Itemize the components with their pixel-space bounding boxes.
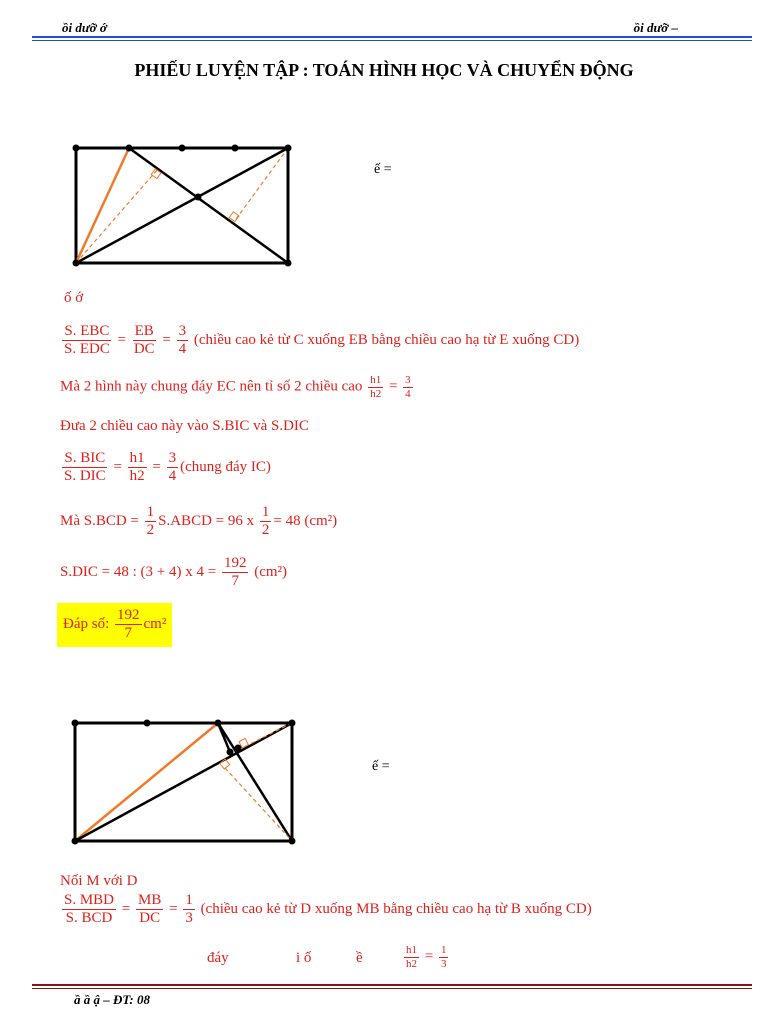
fraction: $\frac{h1}{h2}$	[129, 450, 145, 485]
footer-rule-thin	[32, 988, 752, 989]
figure-1-rectangle-diagram	[60, 135, 310, 280]
footer-text: ầ ầ ậ – ĐT: 08	[74, 992, 150, 1007]
header-left: ồi dưỡ ớ	[62, 20, 107, 35]
problem1-line3: Đưa 2 chiều cao này vào S.BIC và S.DIC	[60, 418, 309, 434]
problem2-line3-w2: i ố	[296, 950, 312, 966]
fraction: $\frac{1}{3}$	[185, 892, 193, 927]
fraction: $\frac{1}{3}$	[440, 944, 447, 970]
footer-rule-thick	[32, 984, 752, 986]
fraction: $\frac{\text{S. MBD}}{\text{S. BCD}}$	[64, 892, 115, 927]
header-rule-thick	[32, 36, 752, 38]
page-title: PHIẾU LUYỆN TẬP : TOÁN HÌNH HỌC VÀ CHUYỂN ĐỘNG	[134, 60, 634, 80]
fraction: $\frac{3}{4}$	[168, 450, 177, 485]
problem1-line6: S.DIC = 48 : (3 + 4) x 4 = $\frac{192}{7}$ (cm²)	[60, 555, 288, 590]
problem1-side-text: ế =	[374, 162, 392, 177]
problem1-intro: ố ớ	[64, 290, 84, 306]
fraction: $\frac{EB}{DC}$	[133, 323, 155, 358]
fraction: $\frac{3}{4}$	[405, 374, 411, 400]
fraction: $\frac{MB}{DC}$	[138, 892, 162, 927]
problem1-line2: Mà 2 hình này chung đáy EC nên tỉ số 2 chiều cao $\frac{h1}{h2}$ = $\frac{3}{4}$	[60, 374, 411, 400]
problem2-line1: Nối M với D	[60, 873, 138, 889]
problem1-line1: $\frac{\text{S. EBC}}{\text{S. EDC}}$ = $\frac{EB}{DC}$ = $\frac{3}{4}$ (chiều cao kẻ từ C xuống EB bằng chiều cao hạ từ E xuống CD)	[64, 323, 580, 358]
header-right: ồi dưỡ –	[633, 20, 678, 35]
fraction: $\frac{1}{2}$	[261, 504, 270, 539]
fraction: $\frac{h1}{h2}$	[370, 374, 382, 400]
problem2-line3-fractions: $\frac{h1}{h2}$ = $\frac{1}{3}$	[406, 944, 447, 970]
problem1-answer: Đáp số: $\frac{192}{7}$ cm²	[57, 603, 172, 647]
fraction: $\frac{1}{2}$	[146, 504, 155, 539]
fraction: $\frac{192}{7}$	[223, 555, 247, 590]
fraction: $\frac{192}{7}$	[117, 607, 140, 642]
problem2-side-text: ế =	[372, 759, 390, 774]
fraction: $\frac{\text{S. EBC}}{\text{S. EDC}}$	[64, 323, 110, 358]
problem2-line3-w1: đáy	[207, 950, 229, 966]
fraction: $\frac{\text{S. BIC}}{\text{S. DIC}}$	[64, 450, 106, 485]
problem2-line3-w3: ề	[356, 950, 363, 966]
problem2-line2: $\frac{\text{S. MBD}}{\text{S. BCD}}$ = $\frac{MB}{DC}$ = $\frac{1}{3}$ (chiều cao kẻ từ D xuống MB bằng chiều cao hạ từ B xuống CD)	[64, 892, 592, 927]
problem1-line4: $\frac{\text{S. BIC}}{\text{S. DIC}}$ = $\frac{h1}{h2}$ = $\frac{3}{4}$ (chung đáy IC)	[64, 450, 271, 485]
header-rule-thin	[32, 40, 752, 41]
fraction: $\frac{3}{4}$	[178, 323, 187, 358]
problem1-line5: Mà S.BCD = $\frac{1}{2}$ S.ABCD = 96 x $\frac{1}{2}$ = 48 (cm²)	[60, 504, 338, 539]
fraction: $\frac{h1}{h2}$	[406, 944, 417, 970]
figure-2-rectangle-diagram	[60, 710, 310, 855]
